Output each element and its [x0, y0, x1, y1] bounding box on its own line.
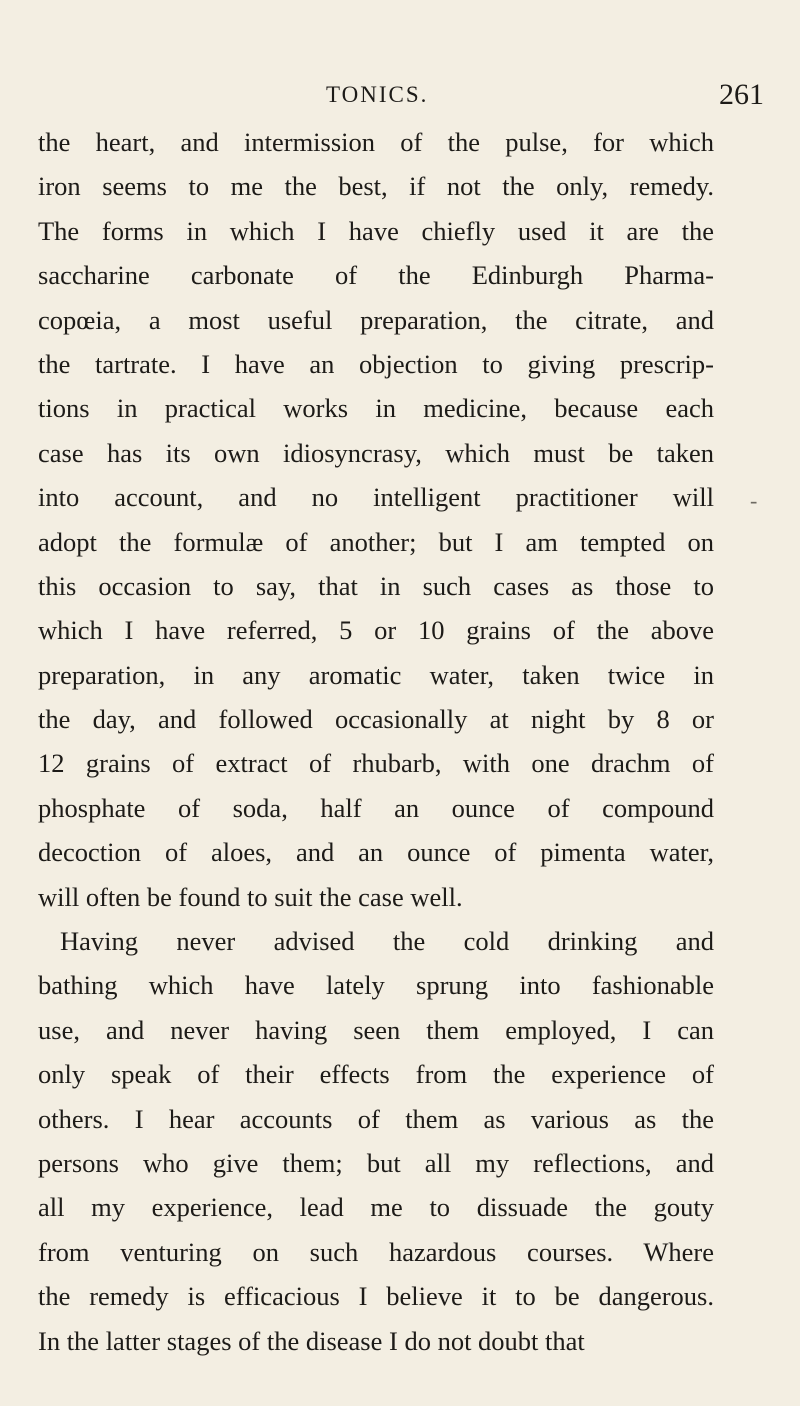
text-line: adopt the formulæ of another; but I am tempted on: [38, 526, 714, 557]
text-line: use, and never having seen them employed, I can: [38, 1014, 714, 1045]
page-number: 261: [719, 78, 764, 111]
text-line: decoction of aloes, and an ounce of pimenta water,: [38, 837, 714, 868]
text-line: phosphate of soda, half an ounce of compound: [38, 792, 714, 823]
body-text: [38, 120, 714, 1363]
text-line: only speak of their effects from the experience of: [38, 1059, 714, 1090]
text-line: from venturing on such hazardous courses. Where: [38, 1236, 714, 1267]
text-line: others. I hear accounts of them as various as the: [38, 1103, 714, 1134]
text-line: Having never advised the cold drinking and: [60, 926, 714, 957]
text-line: 12 grains of extract of rhubarb, with one drachm of: [38, 748, 714, 779]
text-line: the tartrate. I have an objection to giving prescrip-: [38, 348, 714, 379]
text-line: will often be found to suit the case well.: [38, 881, 463, 912]
text-line: iron seems to me the best, if not the only, remedy.: [38, 171, 714, 202]
text-line: In the latter stages of the disease I do not doubt that: [38, 1325, 585, 1356]
text-line: tions in practical works in medicine, because each: [38, 393, 714, 424]
text-line: into account, and no intelligent practitioner will: [38, 482, 714, 513]
text-line: The forms in which I have chiefly used it are the: [38, 215, 714, 246]
text-line: saccharine carbonate of the Edinburgh Pharma-: [38, 260, 714, 291]
text-line: the remedy is efficacious I believe it to be dangerous.: [38, 1281, 714, 1312]
text-line: persons who give them; but all my reflections, and: [38, 1147, 714, 1178]
text-line: bathing which have lately sprung into fashionable: [38, 970, 714, 1001]
margin-mark: -: [750, 488, 758, 513]
text-line: preparation, in any aromatic water, taken twice in: [38, 659, 714, 690]
text-line: the heart, and intermission of the pulse, for which: [38, 127, 714, 157]
text-line: copœia, a most useful preparation, the citrate, and: [38, 304, 714, 335]
text-line: which I have referred, 5 or 10 grains of the above: [38, 615, 714, 646]
text-line: the day, and followed occasionally at night by 8 or: [38, 704, 714, 735]
text-line: case has its own idiosyncrasy, which must be taken: [38, 437, 714, 468]
text-line: this occasion to say, that in such cases as those to: [38, 570, 714, 601]
running-title: TONICS.: [326, 82, 429, 107]
text-line: all my experience, lead me to dissuade the gouty: [38, 1192, 714, 1223]
running-head: [0, 78, 800, 118]
